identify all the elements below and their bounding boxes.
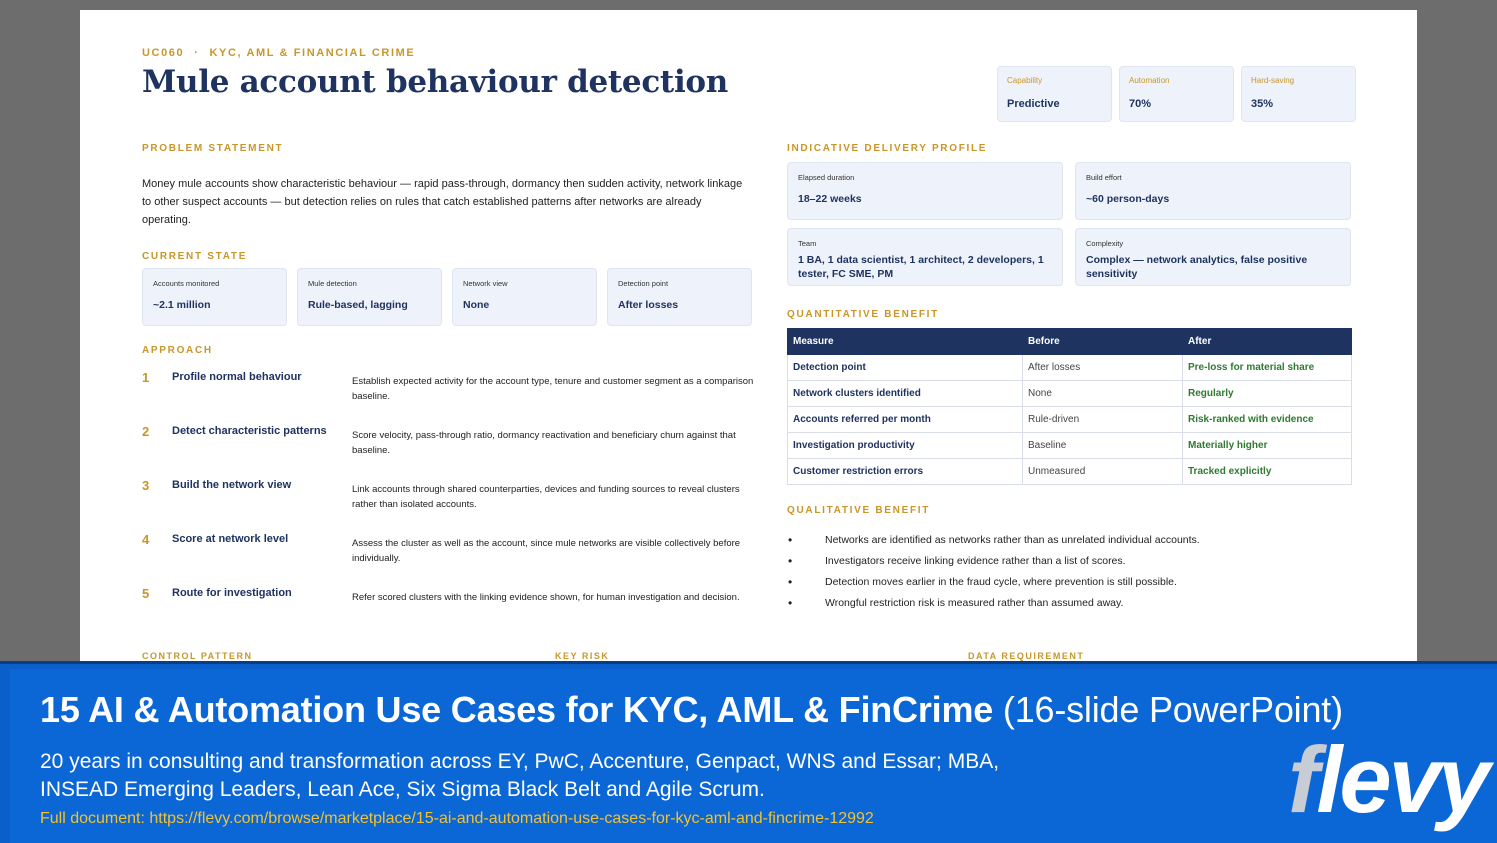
approach-step bbox=[142, 478, 757, 532]
measure-cell: Accounts referred per month bbox=[788, 407, 1023, 433]
card-value: ~2.1 million bbox=[153, 299, 211, 311]
kpi-hard-saving bbox=[1241, 66, 1356, 122]
delivery-card-duration bbox=[787, 162, 1063, 220]
measure-cell: Customer restriction errors bbox=[788, 459, 1023, 485]
step-description: Score velocity, pass-through ratio, dormancy reactivation and beneficiary churn against that baseline. bbox=[352, 430, 736, 456]
current-card-detection-point bbox=[607, 268, 752, 326]
before-cell: Rule-driven bbox=[1023, 407, 1183, 433]
kpi-label: Capability bbox=[1007, 76, 1043, 85]
list-item: • Wrongful restriction risk is measured rather than assumed away. bbox=[787, 597, 1200, 618]
table-row bbox=[788, 355, 1352, 381]
after-cell: Regularly bbox=[1183, 381, 1352, 407]
banner-subtitle: 20 years in consulting and transformation across EY, PwC, Accenture, Genpact, WNS and Essar; MBA, INSEAD Emerging Leaders, Lean Ace, Six Sigma Black Belt and Agile Scrum. bbox=[40, 750, 1000, 801]
kpi-automation bbox=[1119, 66, 1234, 122]
measure-cell: Network clusters identified bbox=[788, 381, 1023, 407]
approach-step bbox=[142, 532, 757, 586]
problem-heading: PROBLEM STATEMENT bbox=[142, 143, 284, 154]
approach-step bbox=[142, 370, 757, 424]
kpi-label: Hard-saving bbox=[1251, 76, 1295, 85]
banner-title bbox=[40, 689, 1343, 731]
measure-cell: Detection point bbox=[788, 355, 1023, 381]
before-cell: Baseline bbox=[1023, 433, 1183, 459]
column-header: Measure bbox=[788, 329, 1023, 355]
document-link[interactable]: Full document: https://flevy.com/browse/marketplace/15-ai-and-automation-use-cases-for-kyc-aml-and-fincrime-12992 bbox=[40, 810, 874, 827]
card-label: Network view bbox=[463, 279, 508, 288]
approach-step bbox=[142, 586, 757, 640]
step-description: Refer scored clusters with the linking evidence shown, for human investigation and decision. bbox=[352, 592, 740, 603]
kpi-capability bbox=[997, 66, 1112, 122]
table-row bbox=[788, 459, 1352, 485]
quant-heading: QUANTITATIVE BENEFIT bbox=[787, 309, 939, 320]
delivery-card-team bbox=[787, 228, 1063, 286]
step-number: 2 bbox=[142, 424, 150, 439]
card-value: Rule-based, lagging bbox=[308, 299, 408, 311]
after-cell: Tracked explicitly bbox=[1183, 459, 1352, 485]
table-row bbox=[788, 381, 1352, 407]
card-value: After losses bbox=[618, 299, 679, 311]
delivery-card-effort bbox=[1075, 162, 1351, 220]
card-label: Build effort bbox=[1086, 173, 1122, 182]
after-cell: Risk-ranked with evidence bbox=[1183, 407, 1352, 433]
before-cell: Unmeasured bbox=[1023, 459, 1183, 485]
problem-text: Money mule accounts show characteristic behaviour — rapid pass-through, dormancy then sudden activity, network linkage to other suspect accounts — but detection relies on rules that catch established patterns after networks are already operating. bbox=[142, 178, 743, 226]
delivery-heading: INDICATIVE DELIVERY PROFILE bbox=[787, 143, 988, 154]
column-header: Before bbox=[1023, 329, 1183, 355]
list-item: • Networks are identified as networks rather than as unrelated individual accounts. bbox=[787, 534, 1200, 555]
step-name: Score at network level bbox=[172, 533, 289, 545]
quant-benefit-table bbox=[787, 328, 1352, 485]
card-label: Team bbox=[798, 239, 817, 248]
kpi-value: 70% bbox=[1129, 98, 1152, 110]
qual-heading: QUALITATIVE BENEFIT bbox=[787, 505, 931, 516]
card-value: None bbox=[463, 299, 490, 311]
current-card-mule-detection bbox=[297, 268, 442, 326]
step-number: 4 bbox=[142, 532, 150, 547]
after-cell: Pre-loss for material share bbox=[1183, 355, 1352, 381]
card-label: Accounts monitored bbox=[153, 279, 220, 288]
delivery-card-complexity bbox=[1075, 228, 1351, 286]
control-pattern-heading: CONTROL PATTERN bbox=[142, 651, 253, 661]
list-item: • Detection moves earlier in the fraud cycle, where prevention is still possible. bbox=[787, 576, 1200, 597]
list-item: • Investigators receive linking evidence rather than a list of scores. bbox=[787, 555, 1200, 576]
current-card-network-view bbox=[452, 268, 597, 326]
banner-title-main: 15 AI & Automation Use Cases for KYC, AML & FinCrime bbox=[40, 689, 994, 730]
card-label: Detection point bbox=[618, 279, 669, 288]
step-number: 5 bbox=[142, 586, 150, 601]
kpi-value: Predictive bbox=[1007, 98, 1060, 110]
card-label: Complexity bbox=[1086, 239, 1124, 248]
step-number: 1 bbox=[142, 370, 150, 385]
card-value: 18–22 weeks bbox=[798, 193, 862, 205]
step-description: Assess the cluster as well as the account, since mule networks are visible collectively before individually. bbox=[352, 538, 741, 564]
table-row bbox=[788, 433, 1352, 459]
step-name: Build the network view bbox=[172, 479, 292, 491]
step-name: Profile normal behaviour bbox=[172, 371, 302, 383]
step-name: Detect characteristic patterns bbox=[172, 425, 327, 437]
key-risk-heading: KEY RISK bbox=[555, 651, 610, 661]
table-header-row bbox=[788, 329, 1352, 355]
before-cell: After losses bbox=[1023, 355, 1183, 381]
eyebrow: UC060 · KYC, AML & FINANCIAL CRIME bbox=[142, 47, 416, 59]
flevy-logo: flevy bbox=[1288, 727, 1488, 832]
approach-heading: APPROACH bbox=[142, 345, 213, 356]
approach-step bbox=[142, 424, 757, 478]
card-value: ~60 person-days bbox=[1086, 193, 1170, 205]
current-state-heading: CURRENT STATE bbox=[142, 251, 248, 262]
page-title: Mule account behaviour detection bbox=[142, 64, 729, 100]
step-number: 3 bbox=[142, 478, 150, 493]
card-value: 1 BA, 1 data scientist, 1 architect, 2 developers, 1 tester, FC SME, PM bbox=[798, 254, 1044, 280]
data-requirement-heading: DATA REQUIREMENT bbox=[968, 651, 1085, 661]
after-cell: Materially higher bbox=[1183, 433, 1352, 459]
qual-benefit-list bbox=[787, 534, 1200, 618]
card-label: Elapsed duration bbox=[798, 173, 855, 182]
step-description: Establish expected activity for the account type, tenure and customer segment as a comparison baseline. bbox=[352, 376, 754, 402]
table-row bbox=[788, 407, 1352, 433]
card-label: Mule detection bbox=[308, 279, 357, 288]
step-description: Link accounts through shared counterparties, devices and funding sources to reveal clusters rather than isolated accounts. bbox=[352, 484, 740, 510]
current-card-accounts bbox=[142, 268, 287, 326]
banner-title-suffix: (16-slide PowerPoint) bbox=[1002, 689, 1343, 730]
measure-cell: Investigation productivity bbox=[788, 433, 1023, 459]
slide bbox=[80, 10, 1417, 663]
column-header: After bbox=[1183, 329, 1352, 355]
card-value: Complex — network analytics, false positive sensitivity bbox=[1086, 254, 1308, 280]
before-cell: None bbox=[1023, 381, 1183, 407]
step-name: Route for investigation bbox=[172, 587, 292, 599]
kpi-label: Automation bbox=[1129, 76, 1170, 85]
kpi-value: 35% bbox=[1251, 98, 1274, 110]
